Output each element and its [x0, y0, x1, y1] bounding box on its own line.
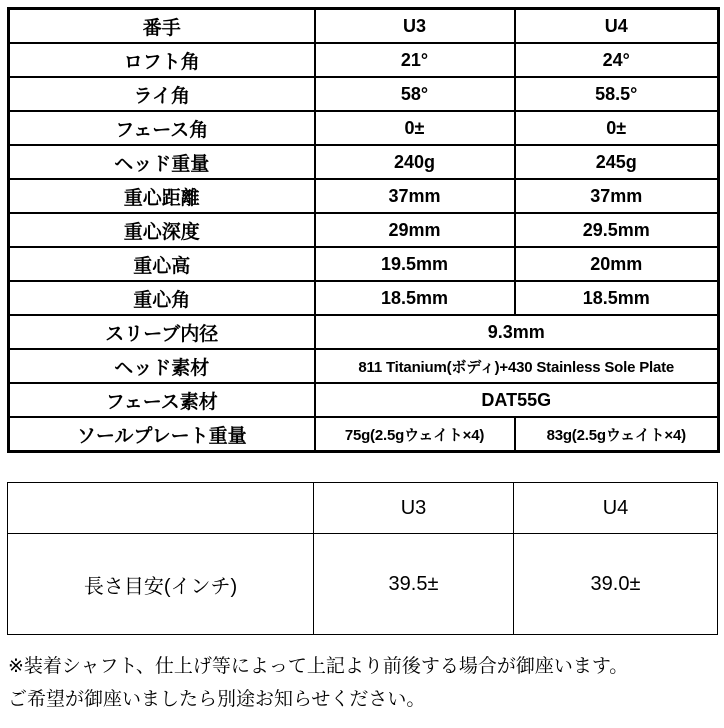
table-row	[9, 145, 719, 179]
row-label: 重心深度	[9, 213, 315, 247]
table-row	[9, 281, 719, 315]
length-table-header-row	[8, 483, 718, 534]
footer-notes	[8, 650, 628, 716]
cell-u4: 245g	[515, 145, 719, 179]
table-row	[9, 9, 719, 44]
cell-u4: U4	[515, 9, 719, 44]
cell-span: 9.3mm	[315, 315, 719, 349]
row-label: 重心角	[9, 281, 315, 315]
corner-cell	[8, 483, 314, 534]
cell-u4: 83g(2.5gウェイト×4)	[515, 417, 719, 452]
cell-u4: 20mm	[515, 247, 719, 281]
table-row	[9, 179, 719, 213]
cell-u3: 75g(2.5gウェイト×4)	[315, 417, 515, 452]
table-row	[9, 315, 719, 349]
row-label: ソールプレート重量	[9, 417, 315, 452]
cell-u3: 37mm	[315, 179, 515, 213]
cell-u4: 39.0±	[514, 534, 718, 635]
cell-u3: 19.5mm	[315, 247, 515, 281]
cell-u3: 18.5mm	[315, 281, 515, 315]
header-u4: U4	[514, 483, 718, 534]
table-row	[9, 247, 719, 281]
cell-u4: 58.5°	[515, 77, 719, 111]
row-label: 番手	[9, 9, 315, 44]
row-label: ヘッド素材	[9, 349, 315, 383]
row-label: 重心高	[9, 247, 315, 281]
row-label: フェース角	[9, 111, 315, 145]
table-row	[9, 111, 719, 145]
cell-u3: 29mm	[315, 213, 515, 247]
cell-u3: 39.5±	[314, 534, 514, 635]
spec-table	[7, 7, 720, 453]
cell-u3: 240g	[315, 145, 515, 179]
cell-u4: 29.5mm	[515, 213, 719, 247]
row-label: 長さ目安(インチ)	[8, 534, 314, 635]
row-label: フェース素材	[9, 383, 315, 417]
row-label: スリーブ内径	[9, 315, 315, 349]
cell-u3: 0±	[315, 111, 515, 145]
footer-note-line1: ※装着シャフト、仕上げ等によって上記より前後する場合が御座います。	[8, 656, 629, 677]
cell-u4: 18.5mm	[515, 281, 719, 315]
table-row	[9, 383, 719, 417]
table-row	[9, 417, 719, 452]
cell-span: 811 Titanium(ボディ)+430 Stainless Sole Plate	[315, 349, 719, 383]
row-label: ライ角	[9, 77, 315, 111]
cell-u4: 37mm	[515, 179, 719, 213]
row-label: ロフト角	[9, 43, 315, 77]
cell-u3: 58°	[315, 77, 515, 111]
header-u3: U3	[314, 483, 514, 534]
length-table-data-row	[8, 534, 718, 635]
length-table	[7, 482, 718, 635]
cell-u3: U3	[315, 9, 515, 44]
cell-span: DAT55G	[315, 383, 719, 417]
table-row	[9, 349, 719, 383]
cell-u4: 0±	[515, 111, 719, 145]
row-label: ヘッド重量	[9, 145, 315, 179]
row-label: 重心距離	[9, 179, 315, 213]
cell-u4: 24°	[515, 43, 719, 77]
table-row	[9, 77, 719, 111]
cell-u3: 21°	[315, 43, 515, 77]
table-row	[9, 43, 719, 77]
footer-note-line2: ご希望が御座いましたら別途お知らせください。	[8, 689, 426, 710]
table-row	[9, 213, 719, 247]
